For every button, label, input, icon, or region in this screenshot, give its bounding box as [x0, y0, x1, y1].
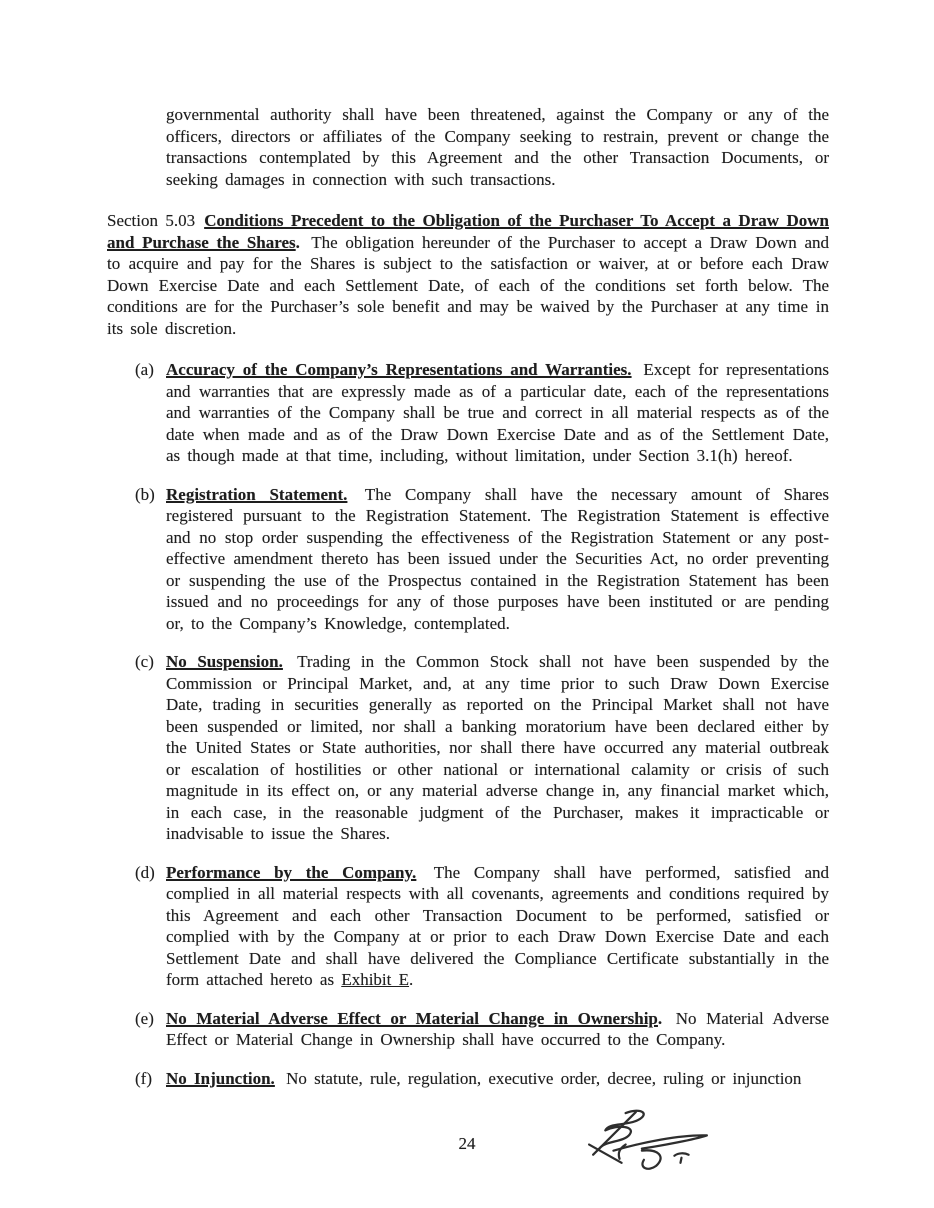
- list-item-body: The Company shall have performed, satisfied and complied in all material respects with all covenants, agreements and conditions required by this Agreement and each other Transaction Document to be performed, satisfied or complied with by the Company at or prior to each Draw Down Exercise Date and each Settlement Date and shall have delivered the Compliance Certificate substantially in the form attached hereto as: [166, 862, 829, 989]
- list-item-text: [166, 359, 829, 467]
- list-item-marker: (a): [135, 360, 154, 379]
- list-item-text: [166, 651, 829, 845]
- list-item-marker: (e): [135, 1008, 154, 1028]
- section-label: Section 5.03: [107, 211, 196, 230]
- list-item-marker: (f): [135, 1068, 152, 1088]
- list-item-d: [135, 862, 829, 991]
- section-heading: Conditions Precedent to the Obligation of the Purchaser To Accept a Draw Down and Purchase the Shares: [107, 211, 829, 252]
- signature-scribble-icon: [583, 1108, 715, 1174]
- page-number: 24: [458, 1134, 476, 1153]
- list-item-marker: (d): [135, 862, 155, 882]
- list-item-body: The Company shall have the necessary amount of Shares registered pursuant to the Registration Statement. The Registration Statement is effective and no stop order suspending the effectiveness of the Registration Statement or any post-effective amendment thereto has been issued under the Securities Act, no order preventing or suspending the use of the Prospectus contained in the Registration Statement has been issued and no proceedings for any of those purposes have been instituted or are pending or, to the Company’s Knowledge, contemplated.: [166, 484, 829, 633]
- list-item-body-after: .: [409, 970, 414, 989]
- exhibit-e-reference: Exhibit E: [341, 970, 410, 989]
- list-item-heading: Accuracy of the Company’s Representations and Warranties.: [166, 360, 632, 379]
- list-item-e: [135, 1008, 829, 1051]
- continuation-paragraph: governmental authority shall have been threatened, against the Company or any of the officers, directors or affiliates of the Company seeking to restrain, prevent or change the transactions contemplated by this Agreement and the other Transaction Documents, or seeking damages in connection with such transactions.: [166, 105, 829, 189]
- list-item-text: [166, 862, 829, 991]
- list-item-body: No statute, rule, regulation, executive order, decree, ruling or injunction: [286, 1068, 802, 1088]
- list-item-text: [166, 1068, 829, 1090]
- list-item-marker: (c): [135, 652, 154, 671]
- list-item-text: [166, 1008, 829, 1051]
- section-body: The obligation hereunder of the Purchaser to accept a Draw Down and to acquire and pay for the Shares is subject to the satisfaction or waiver, at or before each Draw Down Exercise Date and each Settlement Date, of each of the conditions set forth below. The conditions are for the Purchaser’s sole benefit and may be waived by the Purchaser at any time in its sole discretion.: [107, 232, 829, 338]
- list-item-f: [135, 1068, 829, 1090]
- list-item-heading: No Suspension.: [166, 652, 283, 671]
- list-item-heading: No Injunction.: [166, 1068, 275, 1088]
- list-item-a: [135, 359, 829, 467]
- section-5-03-paragraph: [107, 210, 829, 339]
- list-item-b: [135, 484, 829, 635]
- list-item-body: No Material Adverse Effect or Material Change in Ownership shall have occurred to the Company.: [166, 1008, 829, 1049]
- document-content: [107, 104, 829, 1106]
- list-item-heading-suffix: .: [657, 1008, 663, 1028]
- list-item-body: Trading in the Common Stock shall not have been suspended by the Commission or Principal Market, and, at any time prior to such Draw Down Exercise Date, trading in securities generally as reported on the Principal Market shall not have been suspended or limited, nor shall a banking moratorium have been declared either by the United States or State authorities, nor shall there have occurred any material outbreak or escalation of hostilities or other national or international calamity or crisis of such magnitude in its effect on, or any material adverse change in, any financial market which, in each case, in the reasonable judgment of the Purchaser, makes it impracticable or inadvisable to issue the Shares.: [166, 652, 829, 843]
- list-item-body: Except for representations and warranties that are expressly made as of a particular date, each of the representations and warranties of the Company shall be true and correct in all material respects as of the date when made and as of the Draw Down Exercise Date and as of the Settlement Date, as though made at that time, including, without limitation, under Section 3.1(h) hereof.: [166, 360, 829, 465]
- section-heading-period: .: [295, 232, 300, 252]
- list-item-heading: No Material Adverse Effect or Material Change in Ownership: [166, 1008, 658, 1028]
- list-item-c: [135, 651, 829, 845]
- list-item-text: [166, 484, 829, 635]
- list-item-marker: (b): [135, 484, 155, 504]
- list-item-heading: Registration Statement.: [166, 484, 348, 504]
- list-item-heading: Performance by the Company.: [166, 862, 417, 882]
